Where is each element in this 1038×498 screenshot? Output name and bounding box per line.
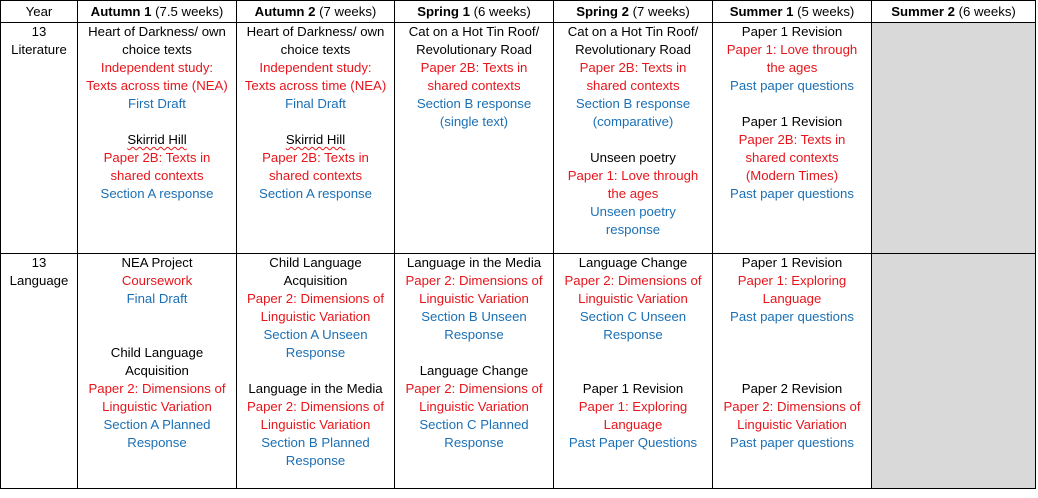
cell-line: Section B response: [575, 96, 691, 111]
header-summer-2: Summer 2 (6 weeks): [872, 1, 1036, 23]
cell-language-autumn-2: [237, 254, 395, 489]
cell-line: Past Paper Questions: [568, 435, 698, 450]
year-number: 13: [31, 24, 47, 39]
cell-line: shared contexts: [586, 78, 680, 93]
cell-language-summer-2: [872, 254, 1036, 489]
subject-name: Language: [9, 273, 69, 288]
cell-line: Acquisition: [125, 363, 189, 378]
cell-line: Linguistic Variation: [419, 399, 529, 414]
cell-line: Section C Unseen: [579, 309, 687, 324]
cell-line: shared contexts: [268, 168, 363, 183]
header-year: Year: [1, 1, 78, 23]
cell-spacer: [715, 344, 869, 362]
cell-line: Past paper questions: [730, 78, 854, 93]
cell-line: choice texts: [280, 42, 351, 57]
cell-line: Section C Planned: [419, 417, 529, 432]
cell-spacer: [556, 344, 710, 362]
cell-line: (Modern Times): [745, 168, 839, 183]
cell-line: Child Language: [110, 345, 204, 360]
cell-line: Response: [444, 435, 504, 450]
cell-line: (single text): [439, 114, 509, 129]
cell-line: Cat on a Hot Tin Roof/: [567, 24, 699, 39]
cell-line: Section B Unseen: [421, 309, 527, 324]
cell-line: Section B Planned: [261, 435, 370, 450]
cell-line: NEA Project: [121, 255, 193, 270]
cell-line: Independent study:: [100, 60, 214, 75]
cell-line: Section A response: [259, 186, 372, 201]
cell-spacer: [239, 362, 392, 380]
cell-line: Paper 2: Dimensions of: [405, 381, 543, 396]
year-cell-literature: [1, 23, 78, 254]
cell-literature-summer-2: [872, 23, 1036, 254]
cell-line: Texts across time (NEA): [86, 78, 228, 93]
cell-line: shared contexts: [427, 78, 521, 93]
cell-line: Final Draft: [285, 96, 346, 111]
cell-line: Section A response: [100, 186, 214, 201]
cell-line: Acquisition: [283, 273, 348, 288]
cell-line: Child Language: [269, 255, 362, 270]
cell-line: Paper 2B: Texts in: [738, 132, 846, 147]
cell-line: the ages: [766, 60, 818, 75]
cell-line: Cat on a Hot Tin Roof/: [408, 24, 540, 39]
cell-line: Past paper questions: [730, 186, 854, 201]
cell-line: Linguistic Variation: [260, 309, 371, 324]
cell-line: Paper 2B: Texts in: [262, 150, 369, 165]
cell-literature-spring-1: [395, 23, 554, 254]
header-summer-1: Summer 1 (5 weeks): [713, 1, 872, 23]
cell-line: Response: [285, 453, 346, 468]
cell-line: Section A Unseen: [263, 327, 368, 342]
cell-language-autumn-1: [78, 254, 237, 489]
cell-spacer: [556, 362, 710, 380]
cell-line: Response: [285, 345, 346, 360]
cell-language-summer-1: [713, 254, 872, 489]
cell-line: Language: [603, 417, 663, 432]
cell-line: Linguistic Variation: [578, 291, 688, 306]
cell-spacer: [715, 362, 869, 380]
cell-line: Revolutionary Road: [416, 42, 532, 57]
cell-line: Paper 2B: Texts in: [103, 150, 211, 165]
cell-line: (comparative): [592, 114, 674, 129]
cell-line: Paper 2: Dimensions of: [564, 273, 702, 288]
cell-line: Heart of Darkness/ own: [246, 24, 385, 39]
cell-line: Coursework: [121, 273, 193, 288]
cell-line: Paper 2 Revision: [741, 381, 843, 396]
cell-line: response: [605, 222, 661, 237]
cell-line: Paper 2: Dimensions of: [723, 399, 861, 414]
spellcheck-underlined-text: Skirrid Hill: [127, 132, 187, 147]
cell-line: Linguistic Variation: [102, 399, 212, 414]
cell-spacer: [80, 113, 234, 131]
cell-line: Paper 2: Dimensions of: [88, 381, 226, 396]
cell-line: Response: [603, 327, 663, 342]
cell-line: Paper 1 Revision: [582, 381, 684, 396]
cell-spacer: [239, 113, 392, 131]
cell-line: Language in the Media: [248, 381, 383, 396]
cell-line: Paper 2: Dimensions of: [246, 291, 385, 306]
cell-spacer: [715, 326, 869, 344]
row-language: [1, 254, 1036, 489]
cell-line: Paper 1 Revision: [741, 24, 843, 39]
cell-line: Texts across time (NEA): [244, 78, 387, 93]
cell-line: Paper 1: Exploring: [578, 399, 688, 414]
cell-language-spring-1: [395, 254, 554, 489]
cell-line: shared contexts: [745, 150, 839, 165]
cell-line: Linguistic Variation: [737, 417, 847, 432]
year-number: 13: [31, 255, 47, 270]
cell-line: Linguistic Variation: [419, 291, 529, 306]
cell-line: Linguistic Variation: [260, 417, 371, 432]
cell-line: Paper 1 Revision: [741, 255, 843, 270]
cell-line: Section B response: [416, 96, 532, 111]
cell-line: Response: [444, 327, 504, 342]
cell-line: Unseen poetry: [590, 150, 676, 165]
cell-literature-summer-1: [713, 23, 872, 254]
header-row: [1, 1, 1036, 23]
cell-line: Paper 1: Love through: [567, 168, 699, 183]
cell-line: Section A Planned: [103, 417, 211, 432]
cell-line: Paper 2B: Texts in: [579, 60, 687, 75]
cell-line: Language Change: [578, 255, 688, 270]
cell-language-spring-2: [554, 254, 713, 489]
cell-line: the ages: [607, 186, 659, 201]
cell-line: Paper 1 Revision: [741, 114, 843, 129]
cell-line: Paper 1: Love through: [726, 42, 858, 57]
cell-literature-autumn-2: [237, 23, 395, 254]
cell-line: Final Draft: [126, 291, 188, 306]
header-autumn-2: Autumn 2 (7 weeks): [237, 1, 395, 23]
year-cell-language: [1, 254, 78, 489]
cell-line: Paper 1: Exploring: [737, 273, 847, 288]
subject-name: Literature: [11, 42, 67, 57]
header-spring-1: Spring 1 (6 weeks): [395, 1, 554, 23]
cell-literature-autumn-1: [78, 23, 237, 254]
cell-line: Response: [127, 435, 187, 450]
cell-line: Revolutionary Road: [575, 42, 691, 57]
cell-line: Unseen poetry: [590, 204, 676, 219]
cell-line: Past paper questions: [730, 309, 854, 324]
cell-line: shared contexts: [110, 168, 204, 183]
cell-spacer: [556, 131, 710, 149]
header-autumn-1: Autumn 1 (7.5 weeks): [78, 1, 237, 23]
spellcheck-underlined-text: Skirrid Hill: [285, 132, 346, 147]
cell-line: Language in the Media: [406, 255, 542, 270]
header-spring-2: Spring 2 (7 weeks): [554, 1, 713, 23]
cell-line: Language: [762, 291, 822, 306]
cell-line: [80, 131, 234, 149]
cell-spacer: [80, 308, 234, 326]
cell-spacer: [397, 344, 551, 362]
cell-line: Past paper questions: [730, 435, 854, 450]
cell-line: Paper 2: Dimensions of: [246, 399, 385, 414]
cell-line: [239, 131, 392, 149]
row-literature: [1, 23, 1036, 254]
cell-line: Independent study:: [259, 60, 372, 75]
cell-spacer: [715, 95, 869, 113]
cell-spacer: [80, 326, 234, 344]
cell-line: Paper 2B: Texts in: [420, 60, 528, 75]
cell-line: Heart of Darkness/ own: [88, 24, 226, 39]
cell-literature-spring-2: [554, 23, 713, 254]
cell-line: choice texts: [122, 42, 192, 57]
cell-line: First Draft: [128, 96, 186, 111]
cell-line: Language Change: [419, 363, 529, 378]
cell-line: Paper 2: Dimensions of: [405, 273, 543, 288]
